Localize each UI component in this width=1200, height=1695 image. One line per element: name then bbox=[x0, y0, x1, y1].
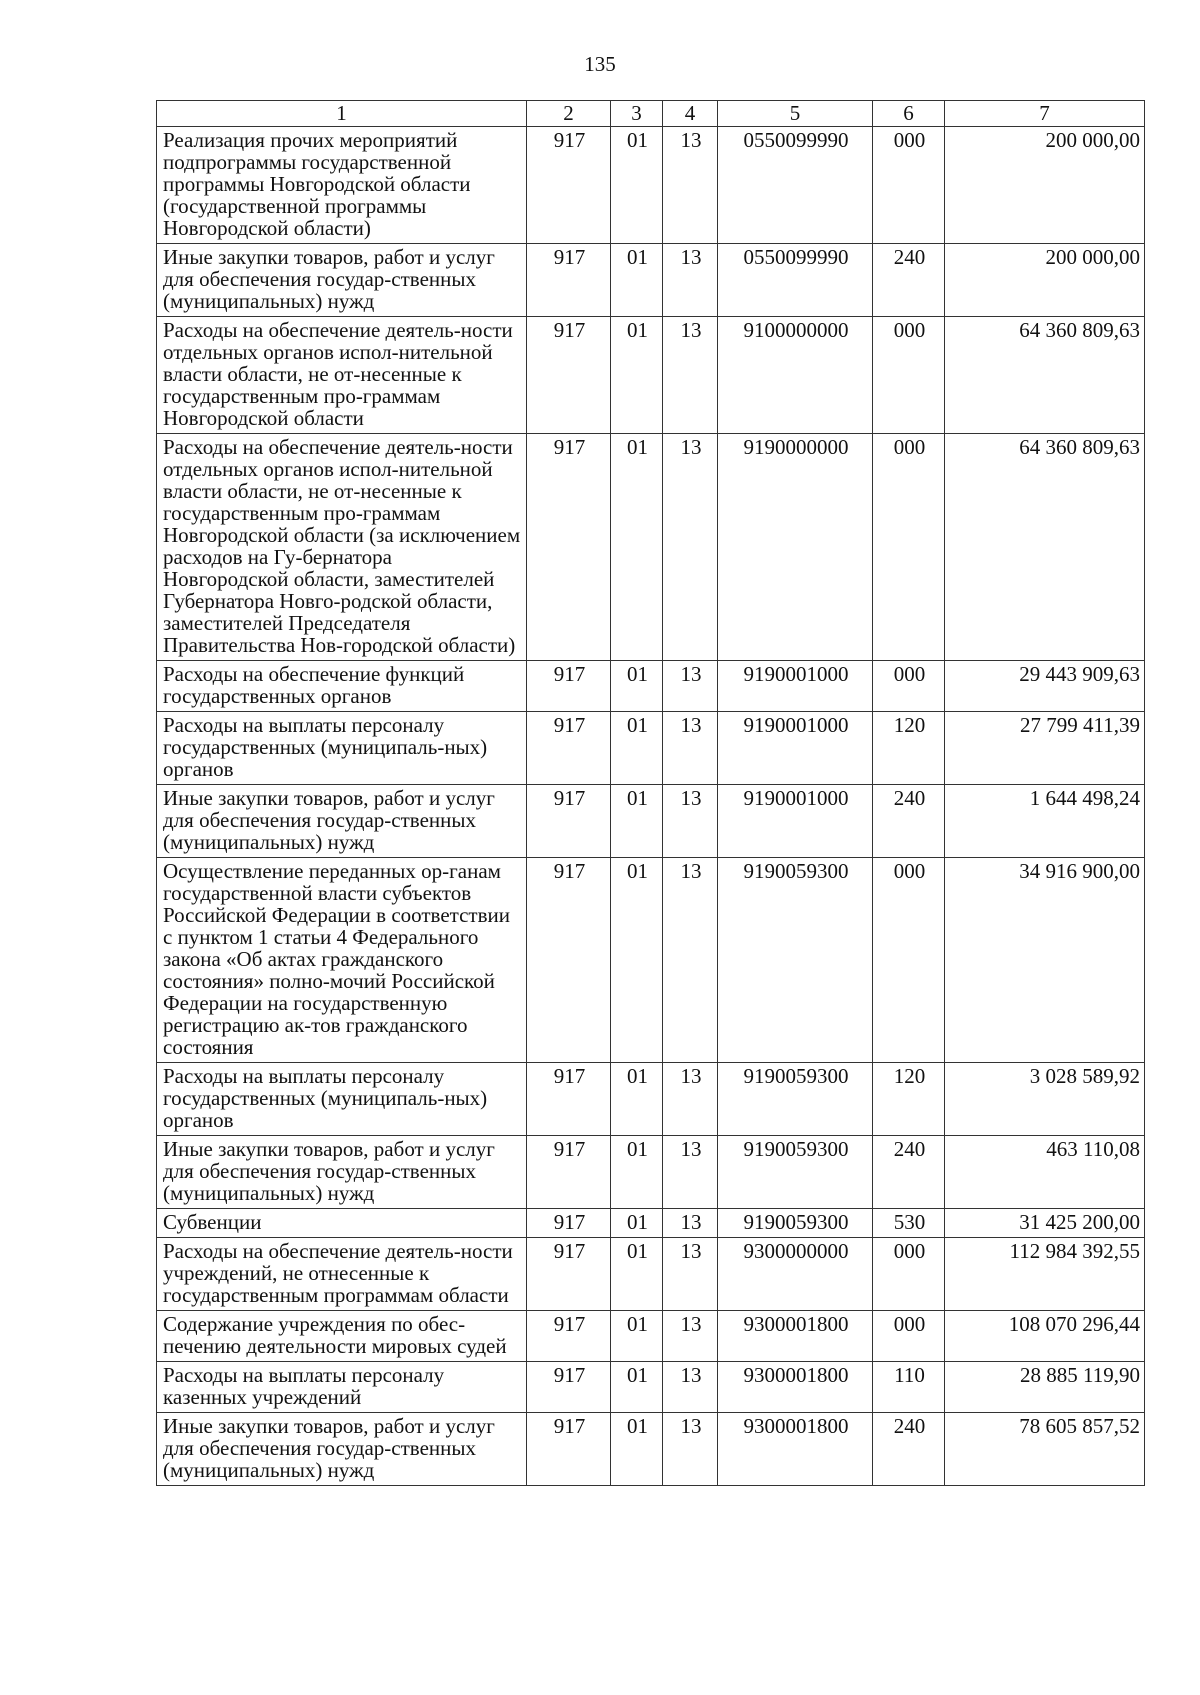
subsection-code-cell: 13 bbox=[663, 712, 718, 785]
expense-type-cell: 240 bbox=[873, 244, 945, 317]
expense-type-cell: 120 bbox=[873, 1063, 945, 1136]
subsection-code-cell: 13 bbox=[663, 1136, 718, 1209]
department-code-cell: 917 bbox=[527, 317, 611, 434]
column-header: 1 bbox=[157, 101, 527, 127]
section-code-cell: 01 bbox=[611, 1136, 663, 1209]
table-row bbox=[157, 661, 1145, 712]
section-code-cell: 01 bbox=[611, 858, 663, 1063]
section-code-cell: 01 bbox=[611, 127, 663, 244]
section-code-cell: 01 bbox=[611, 1311, 663, 1362]
amount-cell: 200 000,00 bbox=[945, 127, 1145, 244]
department-code-cell: 917 bbox=[527, 1238, 611, 1311]
expense-type-cell: 240 bbox=[873, 1413, 945, 1486]
expense-type-cell: 120 bbox=[873, 712, 945, 785]
target-article-cell: 9300000000 bbox=[718, 1238, 873, 1311]
expense-name-cell: Расходы на обеспечение функций государственных органов bbox=[157, 661, 527, 712]
department-code-cell: 917 bbox=[527, 785, 611, 858]
column-header: 6 bbox=[873, 101, 945, 127]
section-code-cell: 01 bbox=[611, 661, 663, 712]
section-code-cell: 01 bbox=[611, 244, 663, 317]
department-code-cell: 917 bbox=[527, 712, 611, 785]
department-code-cell: 917 bbox=[527, 661, 611, 712]
expense-type-cell: 000 bbox=[873, 1311, 945, 1362]
expense-name-cell: Иные закупки товаров, работ и услуг для обеспечения государ-ственных (муниципальных) нужд bbox=[157, 785, 527, 858]
table-row bbox=[157, 785, 1145, 858]
expense-type-cell: 110 bbox=[873, 1362, 945, 1413]
expense-name-cell: Расходы на обеспечение деятель-ности отдельных органов испол-нительной власти области, не от-несенные к государственным про-граммам Новгородской области (за исключением расходов на Гу-бернатора Новгородской области, заместителей Губернатора Новго-родской области, заместителей Председателя Правительства Нов-городской области) bbox=[157, 434, 527, 661]
target-article-cell: 9190001000 bbox=[718, 785, 873, 858]
expense-name-cell: Иные закупки товаров, работ и услуг для обеспечения государ-ственных (муниципальных) нужд bbox=[157, 1136, 527, 1209]
table-row bbox=[157, 317, 1145, 434]
subsection-code-cell: 13 bbox=[663, 661, 718, 712]
table-row bbox=[157, 858, 1145, 1063]
subsection-code-cell: 13 bbox=[663, 1362, 718, 1413]
expense-type-cell: 240 bbox=[873, 785, 945, 858]
amount-cell: 31 425 200,00 bbox=[945, 1209, 1145, 1238]
column-header: 4 bbox=[663, 101, 718, 127]
subsection-code-cell: 13 bbox=[663, 1311, 718, 1362]
target-article-cell: 9190001000 bbox=[718, 661, 873, 712]
department-code-cell: 917 bbox=[527, 127, 611, 244]
target-article-cell: 9190059300 bbox=[718, 1136, 873, 1209]
expense-type-cell: 000 bbox=[873, 1238, 945, 1311]
expense-type-cell: 240 bbox=[873, 1136, 945, 1209]
expense-name-cell: Расходы на обеспечение деятель-ности отдельных органов испол-нительной власти области, не от-несенные к государственным про-граммам Новгородской области bbox=[157, 317, 527, 434]
subsection-code-cell: 13 bbox=[663, 317, 718, 434]
table-row bbox=[157, 127, 1145, 244]
column-header: 5 bbox=[718, 101, 873, 127]
expense-name-cell: Расходы на обеспечение деятель-ности учреждений, не отнесенные к государственным программам области bbox=[157, 1238, 527, 1311]
expense-name-cell: Расходы на выплаты персоналу государственных (муниципаль-ных) органов bbox=[157, 712, 527, 785]
expense-name-cell: Реализация прочих мероприятий подпрограммы государственной программы Новгородской области (государственной программы Новгородской области) bbox=[157, 127, 527, 244]
budget-table bbox=[156, 100, 1145, 1486]
section-code-cell: 01 bbox=[611, 712, 663, 785]
expense-type-cell: 000 bbox=[873, 434, 945, 661]
table-body bbox=[157, 127, 1145, 1486]
department-code-cell: 917 bbox=[527, 1063, 611, 1136]
expense-name-cell: Содержание учреждения по обес-печению деятельности мировых судей bbox=[157, 1311, 527, 1362]
table-row bbox=[157, 712, 1145, 785]
subsection-code-cell: 13 bbox=[663, 1413, 718, 1486]
section-code-cell: 01 bbox=[611, 1238, 663, 1311]
subsection-code-cell: 13 bbox=[663, 1209, 718, 1238]
amount-cell: 3 028 589,92 bbox=[945, 1063, 1145, 1136]
amount-cell: 108 070 296,44 bbox=[945, 1311, 1145, 1362]
expense-type-cell: 000 bbox=[873, 127, 945, 244]
amount-cell: 29 443 909,63 bbox=[945, 661, 1145, 712]
expense-name-cell: Расходы на выплаты персоналу государственных (муниципаль-ных) органов bbox=[157, 1063, 527, 1136]
subsection-code-cell: 13 bbox=[663, 858, 718, 1063]
subsection-code-cell: 13 bbox=[663, 127, 718, 244]
column-number-row bbox=[157, 101, 1145, 127]
section-code-cell: 01 bbox=[611, 1413, 663, 1486]
amount-cell: 1 644 498,24 bbox=[945, 785, 1145, 858]
subsection-code-cell: 13 bbox=[663, 244, 718, 317]
section-code-cell: 01 bbox=[611, 1209, 663, 1238]
target-article-cell: 0550099990 bbox=[718, 127, 873, 244]
amount-cell: 200 000,00 bbox=[945, 244, 1145, 317]
table-row bbox=[157, 1136, 1145, 1209]
expense-name-cell: Иные закупки товаров, работ и услуг для обеспечения государ-ственных (муниципальных) нужд bbox=[157, 244, 527, 317]
expense-type-cell: 000 bbox=[873, 661, 945, 712]
department-code-cell: 917 bbox=[527, 1209, 611, 1238]
table-row bbox=[157, 1238, 1145, 1311]
department-code-cell: 917 bbox=[527, 434, 611, 661]
target-article-cell: 9300001800 bbox=[718, 1311, 873, 1362]
table-row bbox=[157, 1209, 1145, 1238]
target-article-cell: 9190059300 bbox=[718, 858, 873, 1063]
table-row bbox=[157, 1311, 1145, 1362]
table-row bbox=[157, 244, 1145, 317]
expense-name-cell: Расходы на выплаты персоналу казенных учреждений bbox=[157, 1362, 527, 1413]
department-code-cell: 917 bbox=[527, 1311, 611, 1362]
section-code-cell: 01 bbox=[611, 1063, 663, 1136]
target-article-cell: 9190000000 bbox=[718, 434, 873, 661]
target-article-cell: 9190001000 bbox=[718, 712, 873, 785]
target-article-cell: 9100000000 bbox=[718, 317, 873, 434]
section-code-cell: 01 bbox=[611, 785, 663, 858]
amount-cell: 463 110,08 bbox=[945, 1136, 1145, 1209]
page-number: 135 bbox=[584, 52, 616, 76]
amount-cell: 27 799 411,39 bbox=[945, 712, 1145, 785]
table-row bbox=[157, 434, 1145, 661]
target-article-cell: 9190059300 bbox=[718, 1063, 873, 1136]
target-article-cell: 9300001800 bbox=[718, 1413, 873, 1486]
column-header: 2 bbox=[527, 101, 611, 127]
amount-cell: 64 360 809,63 bbox=[945, 317, 1145, 434]
amount-cell: 28 885 119,90 bbox=[945, 1362, 1145, 1413]
section-code-cell: 01 bbox=[611, 1362, 663, 1413]
section-code-cell: 01 bbox=[611, 434, 663, 661]
target-article-cell: 9300001800 bbox=[718, 1362, 873, 1413]
subsection-code-cell: 13 bbox=[663, 785, 718, 858]
amount-cell: 112 984 392,55 bbox=[945, 1238, 1145, 1311]
subsection-code-cell: 13 bbox=[663, 1063, 718, 1136]
department-code-cell: 917 bbox=[527, 1413, 611, 1486]
department-code-cell: 917 bbox=[527, 244, 611, 317]
expense-type-cell: 000 bbox=[873, 317, 945, 434]
column-header: 3 bbox=[611, 101, 663, 127]
subsection-code-cell: 13 bbox=[663, 1238, 718, 1311]
expense-type-cell: 530 bbox=[873, 1209, 945, 1238]
table-row bbox=[157, 1413, 1145, 1486]
department-code-cell: 917 bbox=[527, 1136, 611, 1209]
target-article-cell: 9190059300 bbox=[718, 1209, 873, 1238]
amount-cell: 34 916 900,00 bbox=[945, 858, 1145, 1063]
expense-name-cell: Осуществление переданных ор-ганам государственной власти субъектов Российской Федерации в соответствии с пунктом 1 статьи 4 Федерального закона «Об актах гражданского состояния» полно-мочий Российской Федерации на государственную регистрацию ак-тов гражданского состояния bbox=[157, 858, 527, 1063]
expense-name-cell: Иные закупки товаров, работ и услуг для обеспечения государ-ственных (муниципальных) нужд bbox=[157, 1413, 527, 1486]
column-header: 7 bbox=[945, 101, 1145, 127]
amount-cell: 64 360 809,63 bbox=[945, 434, 1145, 661]
department-code-cell: 917 bbox=[527, 858, 611, 1063]
table-row bbox=[157, 1063, 1145, 1136]
department-code-cell: 917 bbox=[527, 1362, 611, 1413]
table-row bbox=[157, 1362, 1145, 1413]
section-code-cell: 01 bbox=[611, 317, 663, 434]
expense-type-cell: 000 bbox=[873, 858, 945, 1063]
expense-name-cell: Субвенции bbox=[157, 1209, 527, 1238]
target-article-cell: 0550099990 bbox=[718, 244, 873, 317]
subsection-code-cell: 13 bbox=[663, 434, 718, 661]
amount-cell: 78 605 857,52 bbox=[945, 1413, 1145, 1486]
